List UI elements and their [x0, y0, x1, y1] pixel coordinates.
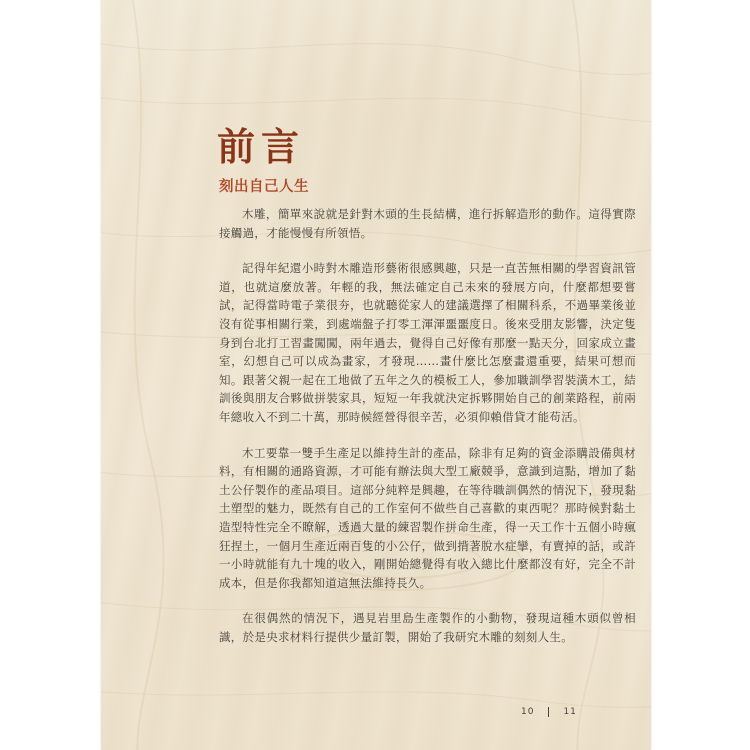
- chapter-title: 前言: [217, 124, 306, 169]
- page-numbers: [521, 707, 577, 717]
- folio-divider: [548, 707, 549, 717]
- book-page: [101, 0, 651, 750]
- paragraph-2: 記得年紀還小時對木雕造形藝術很感興趣，只是一直苦無相關的學習資訊管道，也就這麼放著。年輕的我，無法確定自己未來的發展方向，什麼都想要嘗試，記得當時電子業很夯，也就聽從家人的建議選擇了相關科系，不過畢業後並沒有從事相關行業，到處端盤子打零工渾渾噩噩度日。後來受朋友影響，決定隻身到台北打工習畫闖闖，兩年過去，覺得自己好像有那麼一點天分，回家成立畫室，幻想自己可以成為畫家，才發現……畫什麼比怎麼畫還重要，結果可想而知。跟著父親一起在工地做了五年之久的模板工人，參加職訓學習裝潢木工，結訓後與朋友合夥做拼裝家具，短短一年我就決定拆夥開始自己的創業路程，前兩年總收入不到二十萬，那時候經營得很辛苦，必須仰賴借貸才能苟活。: [219, 261, 636, 424]
- paragraph-4: 在很偶然的情況下，遇見岩里島生產製作的小動物，發現這種木頭似曾相識，於是央求材料行提供少量訂製，開始了我研究木雕的刻刻人生。: [219, 611, 636, 644]
- left-page-number: 10: [521, 707, 535, 717]
- right-page-number: 11: [563, 707, 577, 717]
- paragraph-3: 木工要靠一雙手生產足以維持生計的產品，除非有足夠的資金添購設備與材料，有相關的通路資源，才可能有辦法與大型工廠競爭，意識到這點，增加了黏土公仔製作的產品項目。這部分純粹是興趣，在等待職訓偶然的情況下，發現黏土塑型的魅力，既然有自己的工作室何不做些自己喜歡的東西呢？那時候對黏土造型特性完全不瞭解，透過大量的練習製作拼命生產，得一天工作十五個小時瘋狂捏土，一個月生產近兩百隻的小公仔，做到揹著脫水症攣，有賣掉的話，或許一小時就能有九十塊的收入，剛開始總覺得有收入總比什麼都沒有好，完全不計成本，但是你我都知道這無法維持長久。: [219, 445, 636, 590]
- paragraph-1: 木雕，簡單來說就是針對木頭的生長結構，進行拆解造形的動作。這得實際接觸過，才能慢慢有所領悟。: [219, 207, 636, 240]
- body-text: [219, 205, 636, 663]
- chapter-subtitle: 刻出自己人生: [219, 179, 309, 195]
